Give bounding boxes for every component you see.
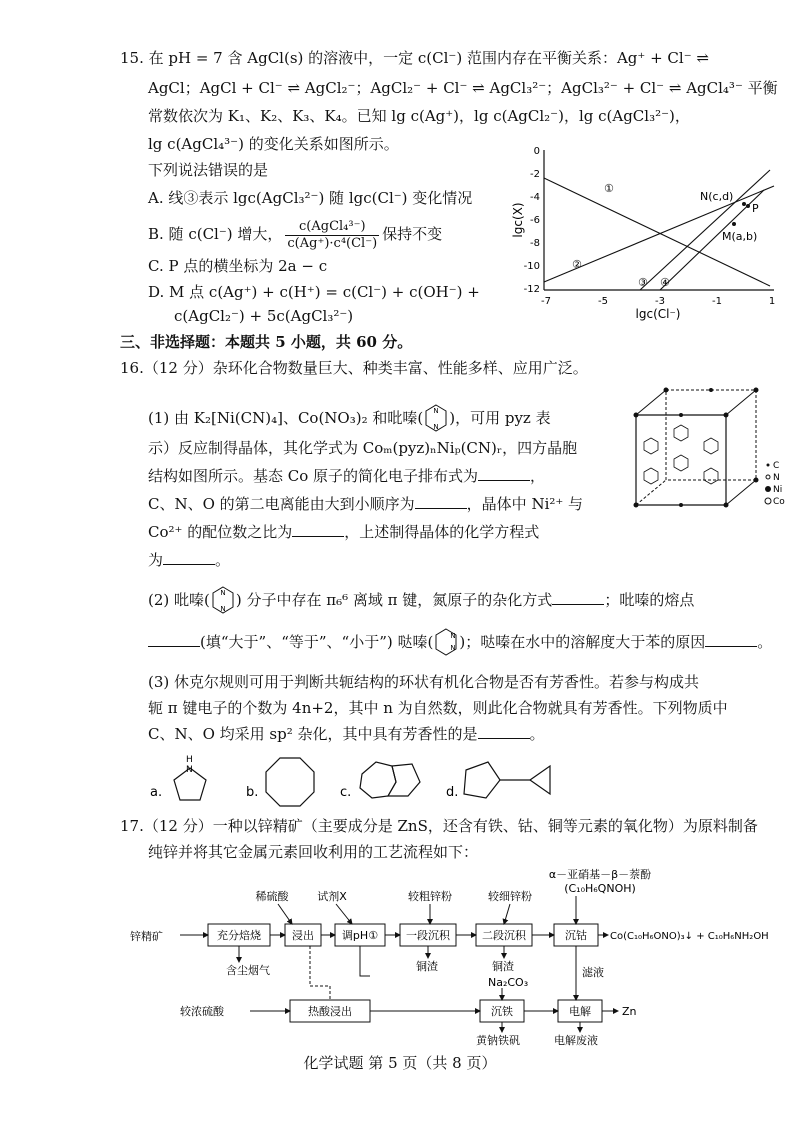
box-labels xyxy=(217,928,591,1018)
svg-text:N: N xyxy=(220,589,226,597)
q15-option-d-line2: c(AgCl₂⁻) + 5c(AgCl₃²⁻) xyxy=(174,307,354,325)
curve-1-label: ① xyxy=(604,182,614,195)
aromaticity-options xyxy=(150,750,620,810)
page-footer: 化学试题 第 5 页（共 8 页） xyxy=(303,1054,497,1072)
x-tick: 1 xyxy=(768,296,776,307)
cyclooctatetraene-structure xyxy=(266,758,314,806)
q16-p1-line2: 示）反应制得晶体，其化学式为 Coₘ(pyz)ₙNiₚ(CN)ᵣ，四方晶胞 xyxy=(148,439,578,457)
point-m xyxy=(732,222,736,226)
pyridazine-icon xyxy=(433,626,459,660)
hot-leach-label: 热酸浸出 xyxy=(308,1005,352,1018)
process-flowchart xyxy=(130,866,790,1046)
q16-p1-line1 xyxy=(148,402,551,436)
q16-p3-line2: 轭 π 键电子的个数为 4n+2，其中 n 为自然数，则此化合物就具有芳香性。下列物质中 xyxy=(148,699,728,717)
cell-back-face xyxy=(666,390,756,480)
fe-prec-label: 沉铁 xyxy=(491,1005,513,1018)
x-tick: -7 xyxy=(541,296,551,307)
option-c-label: c. xyxy=(340,785,352,800)
x-tick: -1 xyxy=(712,296,722,307)
q16-p3-text-c2: 。 xyxy=(529,725,545,743)
q16-p3-text-c: C、N、O 均采用 sp² 杂化，其中具有芳香性的是 xyxy=(148,725,478,743)
y-tick: -10 xyxy=(523,261,540,272)
product-label: Co(C₁₀H₆ONO)₃↓ + C₁₀H₆NH₂OH xyxy=(610,931,769,942)
q16-p1-line6 xyxy=(148,550,230,570)
q16-p1-text-f2: ，上述制得晶体的化学方程式 xyxy=(344,523,540,541)
fine-zn-label: 较细锌粉 xyxy=(488,890,532,903)
q16-p1-line3 xyxy=(148,466,545,486)
ore-label: 锌精矿 xyxy=(130,930,163,943)
q16-p1-text-g: 为 xyxy=(148,551,164,569)
q15-option-a: A. 线③表示 lgc(AgCl₃²⁻) 随 lgc(Cl⁻) 变化情况 xyxy=(148,189,473,207)
q17-line2: 纯锌并将其它金属元素回收利用的工艺流程如下： xyxy=(148,843,479,861)
cell-edge xyxy=(726,480,756,505)
pyrazine-icon xyxy=(210,584,236,618)
q17-line1: 17.（12 分）一种以锌精矿（主要成分是 ZnS，还含有铁、钴、铜等元素的氧化物）为原料制备 xyxy=(120,817,758,835)
x-tick-labels xyxy=(541,296,775,307)
crystal-cell-figure xyxy=(626,380,796,520)
answer-blank[interactable] xyxy=(478,466,530,481)
pyrrole-n-label: N xyxy=(186,765,193,775)
cu-slag-1-label: 铜渣 xyxy=(416,960,438,973)
q16-p1-text-d2: ， xyxy=(530,467,546,485)
y-tick: -4 xyxy=(530,192,540,203)
q15-line1: 15. 在 pH = 7 含 AgCl(s) 的溶液中，一定 c(Cl⁻) 范围内存在平衡关系：Ag⁺ + Cl⁻ ⇌ xyxy=(120,49,709,67)
legend-n: N xyxy=(773,473,780,483)
cell-front-face xyxy=(636,415,726,505)
x-axis-label: lgc(Cl⁻) xyxy=(635,307,681,321)
q15-prompt: 下列说法错误的是 xyxy=(148,161,269,179)
azulene-structure xyxy=(360,762,420,798)
point-n xyxy=(742,202,746,206)
y-tick: -8 xyxy=(530,238,540,249)
q16-p2-text-b: ) 分子中存在 π₆⁶ 离域 π 键，氮原子的杂化方式 xyxy=(235,591,553,609)
cell-edge xyxy=(636,390,666,415)
reagent-x-label: 试剂X xyxy=(317,890,347,903)
conc-acid-label: 较浓硫酸 xyxy=(180,1005,224,1018)
svg-text:N: N xyxy=(450,632,456,640)
pyz-rings xyxy=(644,425,718,484)
section-3-heading: 三、非选择题：本题共 5 小题，共 60 分。 xyxy=(120,333,413,351)
q16-p2-text-c: ；吡嗪的熔点 xyxy=(604,591,695,609)
y-tick-labels xyxy=(524,146,540,295)
q16-p1-text-b: )，可用 pyz 表 xyxy=(449,409,551,427)
q16-p1-line4 xyxy=(148,494,583,514)
q15-option-b-fraction xyxy=(285,219,379,252)
leach-label: 浸出 xyxy=(292,929,314,942)
answer-blank[interactable] xyxy=(415,494,467,509)
answer-blank[interactable] xyxy=(292,522,344,537)
option-a-label: a. xyxy=(150,785,163,800)
answer-blank[interactable] xyxy=(552,590,604,605)
option-b-label: b. xyxy=(246,785,259,800)
answer-blank[interactable] xyxy=(478,724,530,739)
ph-residue-path xyxy=(360,946,370,976)
curve-4-label: ④ xyxy=(660,276,670,289)
co-prec-label: 沉钴 xyxy=(565,929,587,942)
q16-line1: 16.（12 分）杂环化合物数量巨大、种类丰富、性能多样、应用广泛。 xyxy=(120,359,588,377)
q16-p1-line5 xyxy=(148,522,539,542)
waste-label: 电解废液 xyxy=(554,1034,598,1046)
q16-p1-text-d: 结构如图所示。基态 Co 原子的简化电子排布式为 xyxy=(148,467,479,485)
q16-p2-text-a: (2) 吡嗪( xyxy=(148,591,210,609)
reagent-label: α－亚硝基－β－萘酚 xyxy=(548,868,652,881)
dilute-acid-label: 稀硫酸 xyxy=(255,890,289,903)
pyrazine-icon xyxy=(423,402,449,436)
answer-blank[interactable] xyxy=(705,632,757,647)
y-tick: 0 xyxy=(533,146,540,157)
ph-label: 调pH① xyxy=(341,929,379,942)
pyrrole-nh-label: H xyxy=(186,755,193,765)
legend-co: Co xyxy=(773,497,785,507)
q15-line4: lg c(AgCl₄³⁻) 的变化关系如图所示。 xyxy=(148,135,399,153)
q16-p3-line3 xyxy=(148,724,545,744)
atom-legend xyxy=(765,461,785,507)
point-p-label: P xyxy=(752,202,759,215)
svg-text:N: N xyxy=(450,644,456,652)
flow-side-labels xyxy=(180,959,637,1046)
electrolysis-label: 电解 xyxy=(569,1005,591,1018)
q15-line3: 常数依次为 K₁、K₂、K₃、K₄。已知 lg c(Ag⁺)，lg c(AgCl₂⁻)，lg c(AgCl₃²⁻)， xyxy=(148,107,690,125)
q15-option-b-text: B. 随 c(Cl⁻) 增大， xyxy=(148,225,283,243)
point-m-label: M(a,b) xyxy=(722,230,758,243)
jarosite-label: 黄钠铁矾 xyxy=(476,1034,520,1046)
svg-text:N: N xyxy=(433,423,439,431)
y-axis-label: lgc(X) xyxy=(511,202,525,238)
point-n-label: N(c,d) xyxy=(700,190,734,203)
q15-line2: AgCl；AgCl + Cl⁻ ⇌ AgCl₂⁻；AgCl₂⁻ + Cl⁻ ⇌ AgCl₃²⁻；AgCl₃²⁻ + Cl⁻ ⇌ AgCl₄³⁻ 平衡 xyxy=(148,79,778,97)
point-p xyxy=(746,204,750,208)
q16-p2-line2 xyxy=(148,626,772,660)
cell-edge xyxy=(726,390,756,415)
fraction-denominator: c(Ag⁺)·c⁴(Cl⁻) xyxy=(287,235,378,251)
curve-2-label: ② xyxy=(572,258,582,271)
dust-label: 含尘烟气 xyxy=(226,964,270,977)
svg-text:N: N xyxy=(433,407,439,415)
stage2-label: 二段沉积 xyxy=(482,929,526,942)
q15-option-c: C. P 点的横坐标为 2a − c xyxy=(148,257,328,275)
q16-p3-line1: (3) 休克尔规则可用于判断共轭结构的环状有机化合物是否有芳香性。若参与构成共 xyxy=(148,673,700,691)
roast-label: 充分焙烧 xyxy=(217,929,261,942)
fraction-numerator: c(AgCl₄³⁻) xyxy=(285,219,379,236)
x-tick: -3 xyxy=(655,296,665,307)
y-tick: -2 xyxy=(530,169,540,180)
q16-p2-text-d: (填“大于”、“等于”、“小于”) 哒嗪( xyxy=(200,633,434,651)
q16-p1-text-e: C、N、O 的第二电离能由大到小顺序为 xyxy=(148,495,415,513)
q15-option-b xyxy=(148,214,442,254)
cu-slag-2-label: 铜渣 xyxy=(492,960,514,973)
y-tick: -12 xyxy=(523,284,540,295)
q16-p2-line1 xyxy=(148,584,694,618)
q16-p1-text-e2: ，晶体中 Ni²⁺ 与 xyxy=(466,495,584,513)
q16-p1-text-g2: 。 xyxy=(215,551,231,569)
atoms xyxy=(634,388,759,508)
stage1-label: 一段沉积 xyxy=(406,929,450,942)
na2co3-label: Na₂CO₃ xyxy=(488,976,529,989)
q15-option-d-line1: D. M 点 c(Ag⁺) + c(H⁺) = c(Cl⁻) + c(OH⁻) + xyxy=(148,283,480,301)
q16-p1-text-f: Co²⁺ 的配位数之比为 xyxy=(148,523,293,541)
fulvalene-structure xyxy=(464,762,550,798)
y-tick: -6 xyxy=(530,215,540,226)
svg-text:N: N xyxy=(220,605,226,613)
q16-p1-text-a: (1) 由 K₂[Ni(CN)₄]、Co(NO₃)₂ 和吡嗪( xyxy=(148,409,424,427)
filtrate-label: 滤液 xyxy=(582,966,604,979)
q16-p2-text-e: )；哒嗪在水中的溶解度大于苯的原因 xyxy=(459,633,706,651)
curve-3-label: ③ xyxy=(638,276,648,289)
answer-blank[interactable] xyxy=(148,632,200,647)
answer-blank[interactable] xyxy=(163,550,215,565)
legend-ni: Ni xyxy=(773,485,783,495)
q16-p2-text-f: 。 xyxy=(757,633,773,651)
x-tick: -5 xyxy=(598,296,608,307)
option-d-label: d. xyxy=(446,785,459,800)
zn-label: Zn xyxy=(622,1005,637,1018)
reagent-formula: (C₁₀H₆QNOH) xyxy=(564,882,636,895)
q15-option-b-tail: 保持不变 xyxy=(382,225,443,243)
leach-residue-path xyxy=(310,946,330,1000)
legend-c: C xyxy=(773,461,780,471)
q15-graph xyxy=(508,140,790,330)
coarse-zn-label: 较粗锌粉 xyxy=(408,890,452,903)
flow-labels xyxy=(256,867,652,903)
